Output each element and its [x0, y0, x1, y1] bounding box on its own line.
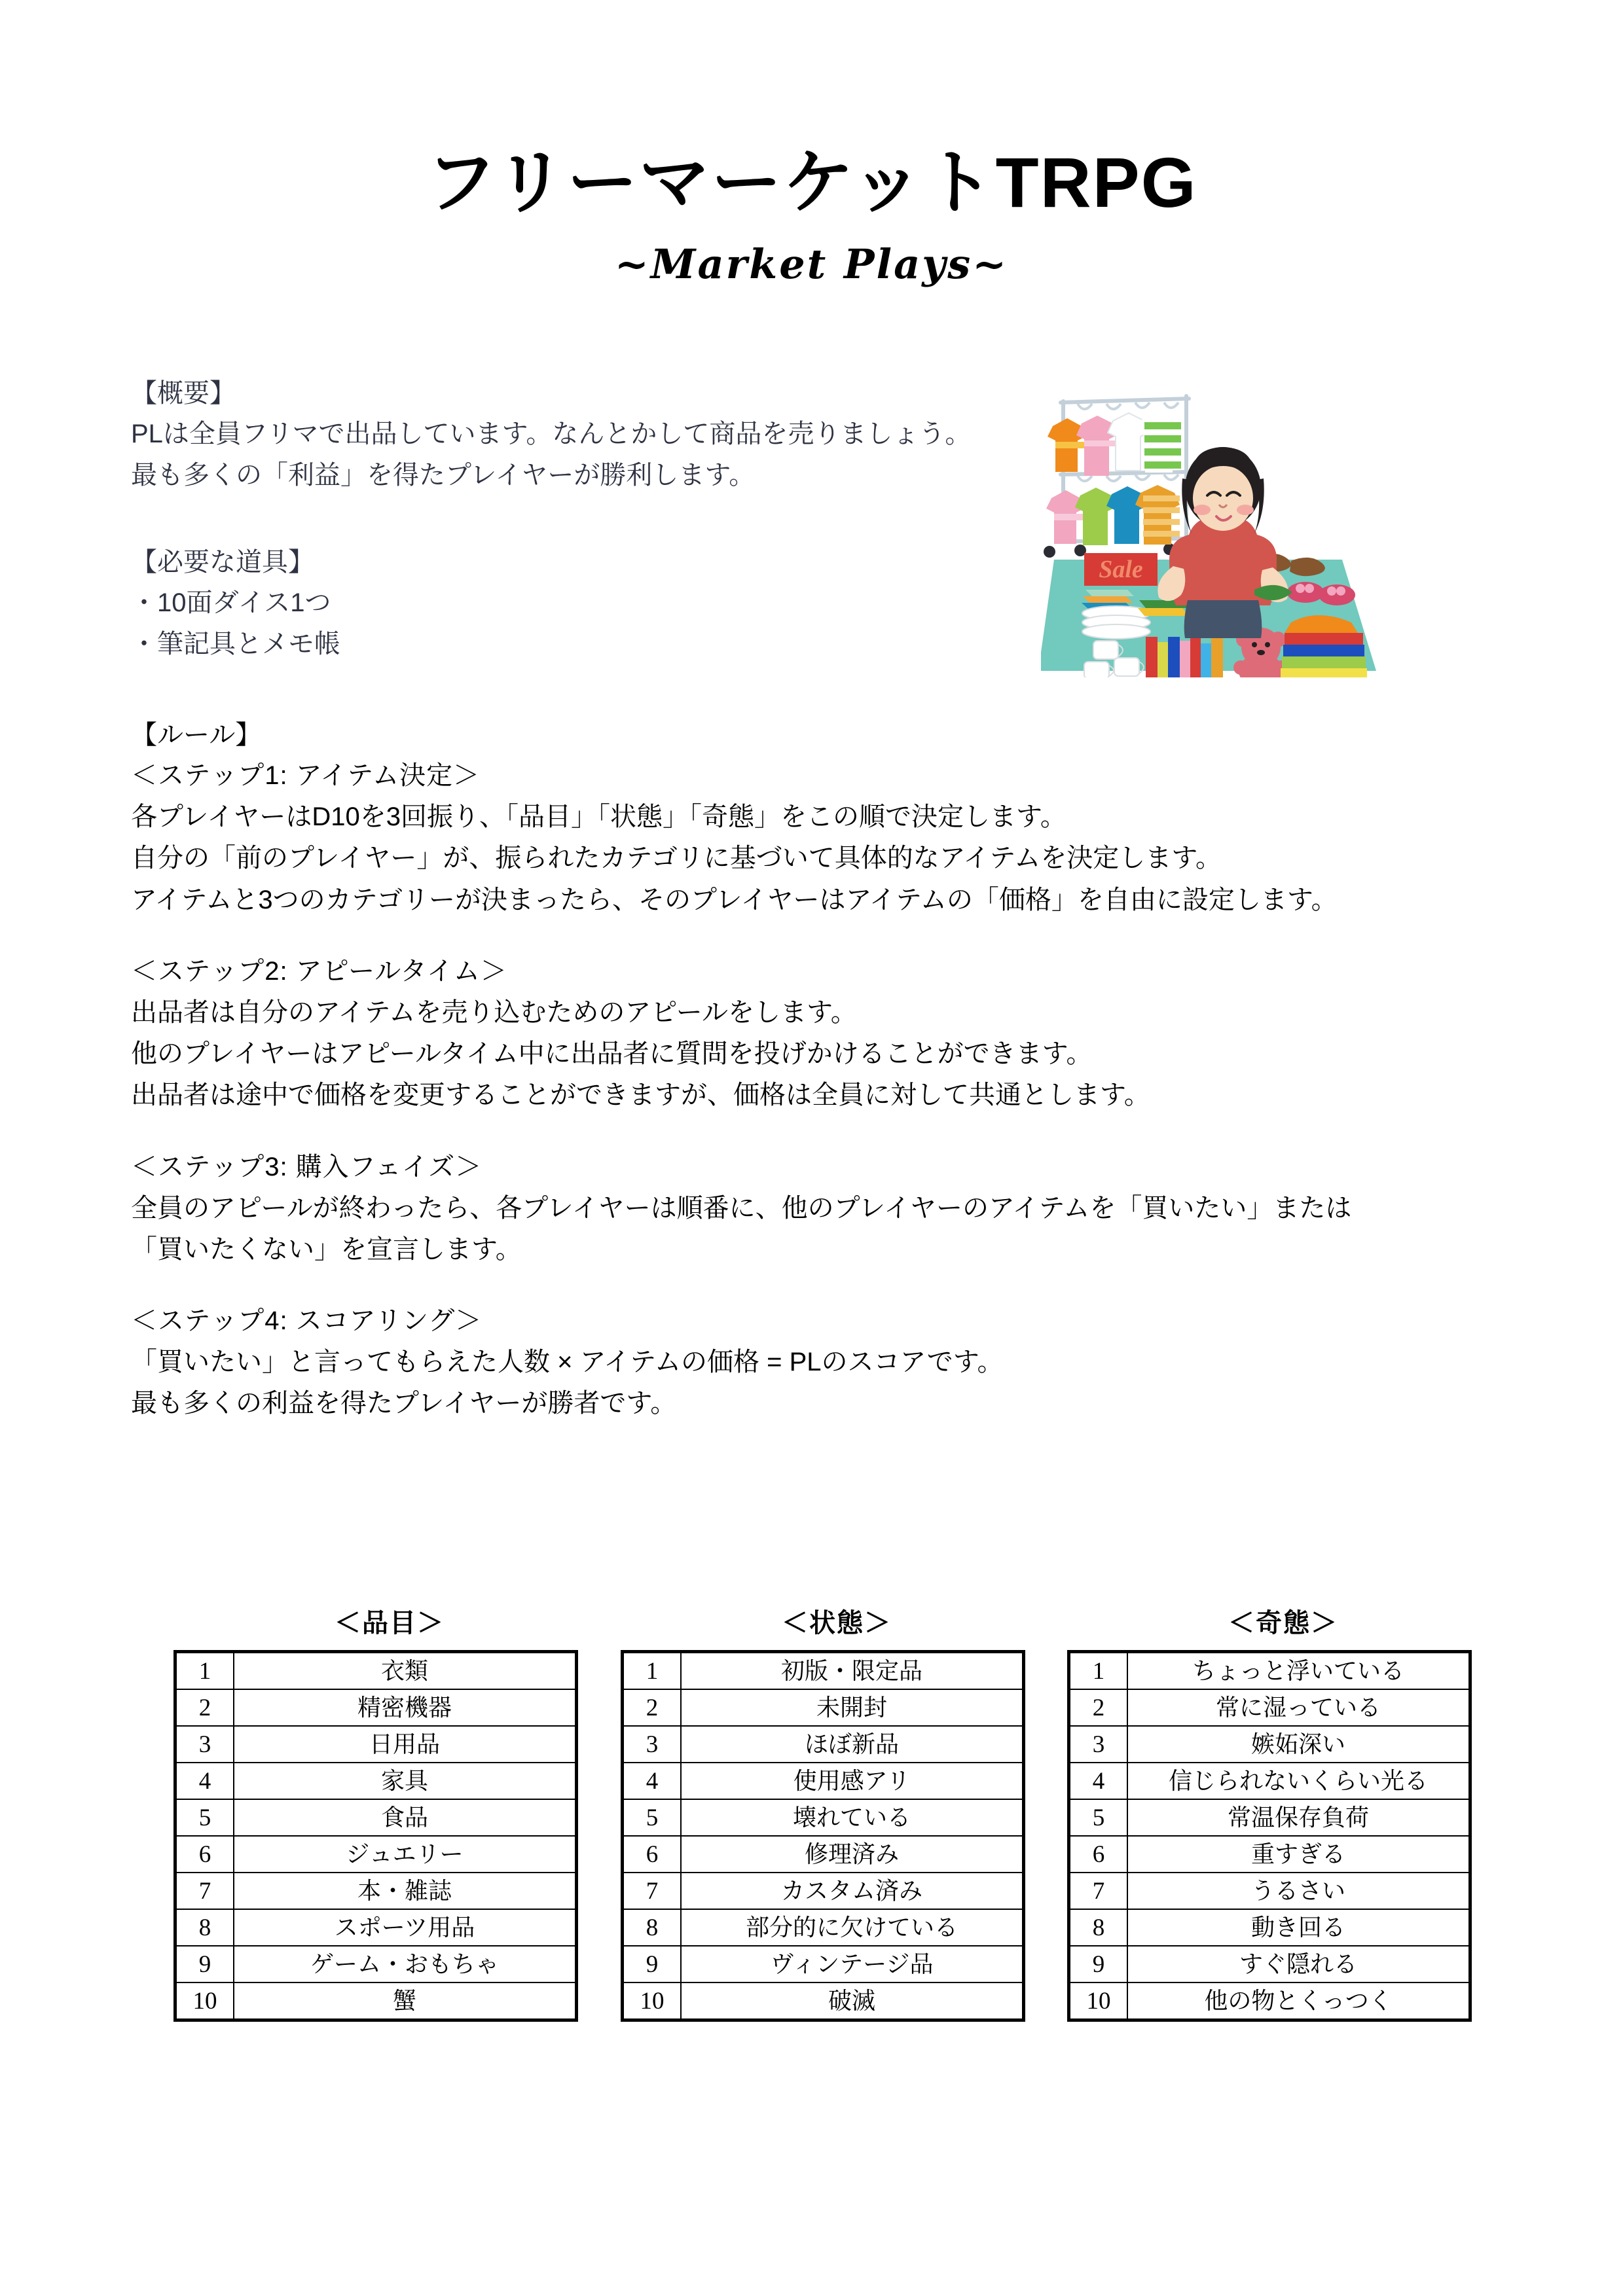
table-row [1069, 1836, 1470, 1873]
roll-number: 10 [1069, 1982, 1128, 2020]
roll-value: 使用感アリ [681, 1763, 1024, 1799]
step-line: 「買いたくない」を宣言します。 [131, 1234, 522, 1264]
roll-number: 1 [175, 1652, 234, 1690]
svg-text:Sale: Sale [1099, 556, 1143, 583]
roll-number: 8 [175, 1909, 234, 1946]
roll-number: 8 [623, 1909, 682, 1946]
roll-value: 家具 [234, 1763, 577, 1799]
table-caption: ＜状態＞ [782, 1609, 892, 1638]
roll-value: カスタム済み [681, 1873, 1024, 1909]
step-line: 他のプレイヤーはアピールタイム中に出品者に質問を投げかけることができます。 [131, 1039, 1093, 1069]
step-heading: ＜ステップ3: 購入フェイズ＞ [131, 1152, 483, 1181]
roll-value: 動き回る [1127, 1909, 1470, 1946]
roll-table-condition [621, 1602, 1053, 2022]
roll-value: スポーツ用品 [234, 1909, 577, 1946]
step-line: 各プレイヤーはD10を3回振り、「品目」「状態」「奇態」をこの順で決定します。 [131, 802, 1067, 832]
table-row [1069, 1726, 1470, 1763]
roll-value: ヴィンテージ品 [681, 1946, 1024, 1982]
step-heading: ＜ステップ4: スコアリング＞ [131, 1306, 483, 1336]
step-divider [131, 1270, 1351, 1300]
table-row [175, 1689, 577, 1726]
roll-value: 他の物とくっつく [1127, 1982, 1470, 2020]
roll-number: 2 [175, 1689, 234, 1726]
roll-value: 常温保存負荷 [1127, 1799, 1470, 1836]
overview-line: PLは全員フリマで出品しています。なんとかして商品を売りましょう。 [131, 420, 972, 448]
table-row [175, 1726, 577, 1763]
rules-section [131, 715, 1351, 1425]
roll-value: 日用品 [234, 1726, 577, 1763]
tools-list-item: ・筆記具とメモ帳 [131, 630, 340, 659]
roll-number: 1 [1069, 1652, 1128, 1690]
roll-number: 3 [175, 1726, 234, 1763]
roll-number: 3 [1069, 1726, 1128, 1763]
table-row [175, 1982, 577, 2020]
roll-value: 本・雑誌 [234, 1873, 577, 1909]
tools-heading: 【必要な道具】 [131, 548, 314, 577]
roll-number: 9 [623, 1946, 682, 1982]
step-divider [131, 921, 1351, 951]
step-heading: ＜ステップ1: アイテム決定＞ [131, 761, 481, 790]
roll-number: 7 [1069, 1873, 1128, 1909]
roll-table-item [173, 1602, 606, 2022]
roll-number: 7 [175, 1873, 234, 1909]
rule-step-3 [131, 1147, 1351, 1271]
roll-number: 5 [623, 1799, 682, 1836]
rule-step-2 [131, 951, 1351, 1117]
rule-step-1 [131, 755, 1351, 921]
table-caption: ＜奇態＞ [1228, 1609, 1338, 1638]
table-row [1069, 1909, 1470, 1946]
roll-number: 10 [175, 1982, 234, 2020]
table-row [175, 1873, 577, 1909]
overview-heading: 【概要】 [131, 379, 236, 408]
table-row [623, 1652, 1024, 1690]
quirk-table [1067, 1650, 1472, 2022]
step-line: 出品者は途中で価格を変更することができますが、価格は全員に対して共通とします。 [131, 1081, 1150, 1110]
step-line: アイテムと3つのカテゴリーが決まったら、そのプレイヤーはアイテムの「価格」を自由に設定します。 [131, 885, 1338, 914]
table-row [175, 1836, 577, 1873]
roll-number: 2 [623, 1689, 682, 1726]
table-row [1069, 1946, 1470, 1982]
roll-value: 信じられないくらい光る [1127, 1763, 1470, 1799]
step-line: 出品者は自分のアイテムを売り込むためのアピールをします。 [131, 997, 857, 1027]
table-row [623, 1873, 1024, 1909]
roll-number: 9 [175, 1946, 234, 1982]
roll-number: 6 [1069, 1836, 1128, 1873]
rule-step-4 [131, 1300, 1351, 1425]
tools-section [131, 542, 340, 665]
table-row [175, 1799, 577, 1836]
sale-sign-icon [1084, 553, 1158, 586]
tools-list-item: ・10面ダイス1つ [131, 588, 331, 617]
flea-market-illustration [1041, 370, 1381, 677]
table-row [1069, 1652, 1470, 1690]
roll-value: 部分的に欠けている [681, 1909, 1024, 1946]
table-row [1069, 1763, 1470, 1799]
roll-value: ちょっと浮いている [1127, 1652, 1470, 1690]
table-row [1069, 1799, 1470, 1836]
table-row [1069, 1689, 1470, 1726]
title-block [0, 144, 1623, 288]
roll-value: ジュエリー [234, 1836, 577, 1873]
roll-value: 初版・限定品 [681, 1652, 1024, 1690]
roll-value: すぐ隠れる [1127, 1946, 1470, 1982]
roll-number: 9 [1069, 1946, 1128, 1982]
roll-value: ほぼ新品 [681, 1726, 1024, 1763]
overview-line: 最も多くの「利益」を得たプレイヤーが勝利します。 [131, 461, 756, 490]
roll-table-quirk [1067, 1602, 1499, 2022]
roll-number: 3 [623, 1726, 682, 1763]
roll-value: 蟹 [234, 1982, 577, 2020]
roll-value: 嫉妬深い [1127, 1726, 1470, 1763]
roll-number: 10 [623, 1982, 682, 2020]
table-row [1069, 1873, 1470, 1909]
roll-number: 5 [1069, 1799, 1128, 1836]
step-line: 「買いたい」と言ってもらえた人数 × アイテムの価格 = PLのスコアです。 [131, 1348, 1004, 1377]
roll-number: 7 [623, 1873, 682, 1909]
roll-number: 8 [1069, 1909, 1128, 1946]
roll-number: 6 [623, 1836, 682, 1873]
step-line: 最も多くの利益を得たプレイヤーが勝者です。 [131, 1389, 677, 1418]
step-line: 全員のアピールが終わったら、各プレイヤーは順番に、他のプレイヤーのアイテムを「買いたい」または [131, 1193, 1352, 1223]
table-row [623, 1836, 1024, 1873]
table-caption: ＜品目＞ [335, 1609, 445, 1638]
condition-table [621, 1650, 1025, 2022]
table-row [623, 1763, 1024, 1799]
roll-number: 1 [623, 1652, 682, 1690]
table-row [623, 1689, 1024, 1726]
roll-number: 4 [1069, 1763, 1128, 1799]
roll-value: うるさい [1127, 1873, 1470, 1909]
table-row [175, 1909, 577, 1946]
step-line: 自分の「前のプレイヤー」が、振られたカテゴリに基づいて具体的なアイテムを決定します。 [131, 844, 1222, 873]
table-row [623, 1982, 1024, 2020]
table-row [175, 1652, 577, 1690]
roll-value: 未開封 [681, 1689, 1024, 1726]
table-row [623, 1726, 1024, 1763]
page-title: フリーマーケットTRPG [426, 143, 1197, 222]
table-row [175, 1946, 577, 1982]
page-subtitle: ~Market Plays~ [614, 240, 1009, 288]
roll-value: 重すぎる [1127, 1836, 1470, 1873]
roll-number: 4 [175, 1763, 234, 1799]
table-row [175, 1763, 577, 1799]
rules-heading: 【ルール】 [131, 721, 262, 749]
table-row [1069, 1982, 1470, 2020]
roll-number: 5 [175, 1799, 234, 1836]
step-heading: ＜ステップ2: アピールタイム＞ [131, 956, 507, 986]
roll-value: ゲーム・おもちゃ [234, 1946, 577, 1982]
roll-tables [0, 1602, 1623, 2022]
overview-section [131, 373, 971, 496]
roll-value: 衣類 [234, 1652, 577, 1690]
roll-number: 4 [623, 1763, 682, 1799]
roll-value: 修理済み [681, 1836, 1024, 1873]
roll-number: 6 [175, 1836, 234, 1873]
roll-value: 常に湿っている [1127, 1689, 1470, 1726]
step-divider [131, 1117, 1351, 1147]
table-row [623, 1799, 1024, 1836]
item-table [173, 1650, 578, 2022]
table-row [623, 1946, 1024, 1982]
table-row [623, 1909, 1024, 1946]
roll-value: 壊れている [681, 1799, 1024, 1836]
roll-value: 精密機器 [234, 1689, 577, 1726]
roll-number: 2 [1069, 1689, 1128, 1726]
roll-value: 食品 [234, 1799, 577, 1836]
roll-value: 破滅 [681, 1982, 1024, 2020]
